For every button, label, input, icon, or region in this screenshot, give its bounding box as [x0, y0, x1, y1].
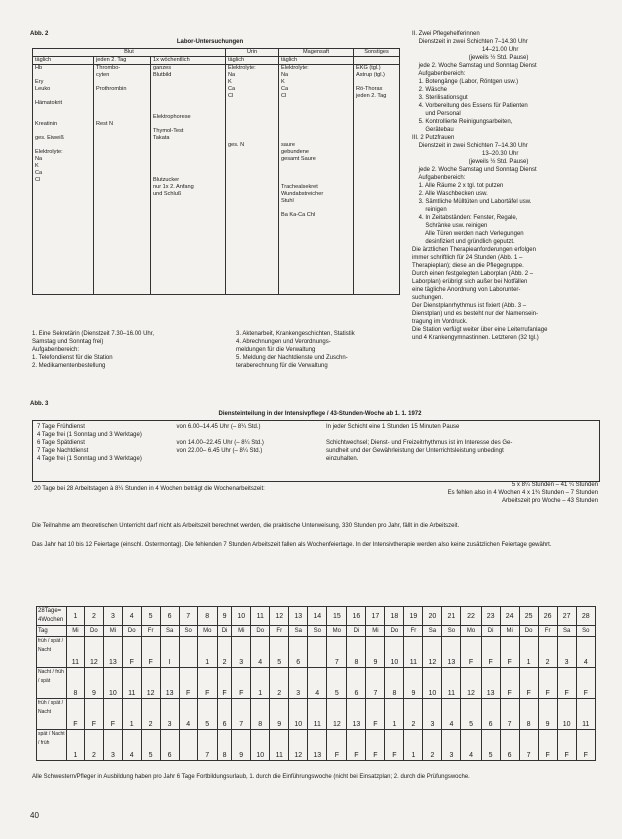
shift-row: [37, 447, 595, 455]
lab-subheader: täglich: [33, 57, 94, 65]
schedule-cell: 8: [385, 668, 404, 699]
schedule-cell: F: [67, 699, 85, 730]
schedule-corner: 28Tage= 4Wochen: [37, 607, 67, 626]
staff-list-left: [32, 330, 154, 370]
schedule-cell: 4: [251, 637, 270, 668]
text-line: 4. Vorbereitung des Essens für Patienten: [412, 103, 528, 109]
list-item: Aufgabenbereich:: [32, 347, 80, 353]
weekday: Fr: [404, 626, 423, 637]
text-line: Dienstzeit in zwei Schichten 7–14.30 Uhr: [412, 39, 528, 45]
text-line: jede 2. Woche Samstag und Sonntag Dienst: [412, 63, 537, 69]
text-line: tragung im Vordruck.: [412, 319, 468, 325]
schedule-cell: [179, 730, 197, 761]
weekday: So: [179, 626, 197, 637]
schedule-cell: 9: [232, 730, 251, 761]
day-number: 1: [67, 607, 85, 626]
day-number: 28: [576, 607, 595, 626]
schedule-cell: 6: [481, 699, 500, 730]
text-line: 3. Sterilisationsgut: [412, 95, 468, 101]
tag-label: Tag: [37, 626, 67, 637]
weekday: Mi: [67, 626, 85, 637]
sum-right-line: Es fehlen also in 4 Wochen 4 x 1¾ Stunden – 7 Stunden: [447, 490, 598, 496]
day-number: 17: [366, 607, 385, 626]
schedule-cell: 4: [461, 730, 481, 761]
list-item: 3. Aktenarbeit, Krankengeschichten, Statistik: [236, 331, 355, 337]
lab-subheader: [354, 57, 400, 65]
schedule-cell: 8: [251, 699, 270, 730]
schedule-cell: 8: [67, 668, 85, 699]
shift-cell: Schichtwechsel; Dienst- und Freizeitrhythmus ist im Interesse des Ge-: [325, 440, 513, 446]
day-number: 3: [103, 607, 122, 626]
schedule-cell: 5: [327, 668, 347, 699]
shift-cell: [177, 455, 326, 463]
schedule-cell: 5: [141, 730, 160, 761]
staff-list-mid: [236, 330, 355, 370]
text-line: suchungen.: [412, 295, 444, 301]
text-line: 1. Alle Räume 2 x tgl. tot putzen: [412, 183, 504, 189]
schedule-cell: F: [366, 699, 385, 730]
list-item: 2. Medikamentenbestellung: [32, 363, 106, 369]
schedule-cell: F: [366, 730, 385, 761]
weekday: Fr: [141, 626, 160, 637]
schedule-cell: 6: [217, 699, 231, 730]
shift-cell: 6 Tage Spätdienst: [37, 440, 85, 446]
day-number: 19: [404, 607, 423, 626]
lab-subheader: 1x wöchentlich: [151, 57, 226, 65]
text-line: 13–20.30 Uhr: [412, 151, 519, 157]
schedule-cell: 11: [122, 668, 141, 699]
text-line: 14–21.00 Uhr: [412, 47, 519, 53]
schedule-cell: 2: [423, 730, 442, 761]
schedule-cell: 7: [197, 730, 217, 761]
shift-row: [37, 423, 595, 431]
schedule-cell: 5: [461, 699, 481, 730]
schedule-cell: 13: [308, 730, 327, 761]
weekday: Mo: [461, 626, 481, 637]
day-number: 26: [538, 607, 557, 626]
text-line: Der Dienstplanrhythmus ist fixiert (Abb. 3 –: [412, 303, 527, 309]
schedule-cell: 6: [347, 668, 366, 699]
text-line: Laborplan) erübrigt sich außer bei Notfällen: [412, 279, 528, 285]
text-line: Die Station verfügt weiter über eine Leiterrufanlage: [412, 327, 548, 333]
schedule-cell: 1: [197, 637, 217, 668]
text-line: II. Zwei Pflegehelferinnen: [412, 31, 480, 37]
shift-cell: von 6.00–14.45 Uhr (– 8¼ Std.): [176, 424, 261, 430]
day-number: 9: [217, 607, 231, 626]
row-label: früh / spät / Nacht: [37, 699, 67, 730]
schedule-cell: F: [141, 637, 160, 668]
text-line: Schränke usw. reinigen: [412, 223, 488, 229]
schedule-cell: 4: [576, 637, 595, 668]
weekday: Sa: [160, 626, 179, 637]
schedule-cell: F: [500, 668, 519, 699]
schedule-cell: F: [327, 730, 347, 761]
schedule-cell: 2: [270, 668, 289, 699]
schedule-cell: 13: [481, 668, 500, 699]
schedule-cell: 13: [103, 637, 122, 668]
schedule-cell: 12: [423, 637, 442, 668]
text-line: Aufgabenbereich:: [412, 175, 466, 181]
abb3-label: Abb. 3: [30, 401, 49, 407]
weekday: Do: [122, 626, 141, 637]
schedule-cell: [308, 637, 327, 668]
lab-header-urin: Urin: [226, 49, 279, 57]
day-number: 8: [197, 607, 217, 626]
text-line: Die ärztlichen Therapieanforderungen erfolgen: [412, 247, 536, 253]
text-line: eine tägliche Anordnung von Laborunter-: [412, 287, 521, 293]
schedule-cell: F: [519, 668, 538, 699]
row-label: spät / Nacht / früh: [37, 730, 67, 761]
day-number: 13: [289, 607, 308, 626]
footnote: Alle Schwestern/Pfleger in Ausbildung haben pro Jahr 6 Tage Fortbildungsurlaub, 1. durch die Einführungswoche (nicht bei Einsatzplan; 2. durch die Prüfungswoche.: [32, 774, 470, 780]
list-item: meldungen für die Verwaltung: [236, 347, 316, 353]
schedule-cell: 11: [270, 730, 289, 761]
list-item: Samstag und Sonntag frei): [32, 339, 104, 345]
row-label: früh / spät / Nacht: [37, 637, 67, 668]
schedule-cell: F: [576, 668, 595, 699]
schedule-cell: 1: [122, 699, 141, 730]
weekday: Do: [84, 626, 103, 637]
schedule-cell: 7: [500, 699, 519, 730]
schedule-cell: 6: [500, 730, 519, 761]
schedule-cell: F: [84, 699, 103, 730]
lab-table: [32, 48, 400, 295]
text-line: 2. Wäsche: [412, 87, 448, 93]
right-column: [412, 30, 612, 342]
list-item: 4. Abrechnungen und Verordnungs-: [236, 339, 331, 345]
schedule-cell: 12: [461, 668, 481, 699]
shift-cell: [326, 431, 595, 439]
schedule-cell: I: [160, 637, 179, 668]
schedule-cell: 12: [141, 668, 160, 699]
schedule-cell: 7: [519, 730, 538, 761]
schedule-cell: 6: [289, 637, 308, 668]
weekday: Sa: [423, 626, 442, 637]
schedule-cell: 8: [519, 699, 538, 730]
schedule-cell: 9: [404, 668, 423, 699]
schedule-cell: 3: [442, 730, 461, 761]
sum-line: 20 Tage bei 28 Arbeitstagen à 8¼ Stunden in 4 Wochen beträgt die Wochenarbeitszeit:: [34, 486, 265, 492]
lab-cell: EKG (tgl.) Astrup (tgl.) Rö-Thorax jeden 2. Tag: [354, 65, 400, 295]
text-line: Therapieplan); diese an die Pflegegruppe.: [412, 263, 524, 269]
day-number: 27: [557, 607, 576, 626]
day-number: 6: [160, 607, 179, 626]
schedule-cell: 5: [481, 730, 500, 761]
text-line: immer schriftlich für 24 Stunden (Abb. 1 –: [412, 255, 523, 261]
schedule-cell: 10: [251, 730, 270, 761]
weekday: Fr: [538, 626, 557, 637]
shift-cell: 7 Tage Frühdienst: [37, 424, 85, 430]
day-number: 18: [385, 607, 404, 626]
schedule-cell: 1: [251, 668, 270, 699]
weekday: Di: [217, 626, 231, 637]
shift-row: [37, 455, 595, 463]
text-line: jede 2. Woche Samstag und Sonntag Dienst: [412, 167, 537, 173]
schedule-cell: F: [500, 637, 519, 668]
schedule-cell: 9: [538, 699, 557, 730]
lab-title: Labor-Untersuchungen: [176, 39, 244, 45]
shift-cell: von 14.00–22.45 Uhr (– 8¼ Std.): [176, 440, 264, 446]
sum-right-line: Arbeitszeit pro Woche – 43 Stunden: [502, 498, 598, 504]
schedule-cell: 11: [576, 699, 595, 730]
schedule-cell: [179, 637, 197, 668]
schedule-cell: 4: [122, 730, 141, 761]
schedule-cell: 2: [141, 699, 160, 730]
day-number: 23: [481, 607, 500, 626]
weekday: Mo: [327, 626, 347, 637]
day-number: 22: [461, 607, 481, 626]
shift-times-box: [32, 420, 600, 482]
schedule-cell: 11: [308, 699, 327, 730]
day-number: 20: [423, 607, 442, 626]
schedule-cell: 2: [538, 637, 557, 668]
text-line: Durch einen festgelegten Laborplan (Abb. 2 –: [412, 271, 534, 277]
weekday: So: [442, 626, 461, 637]
sum-right-line: 5 x 8¼ Stunden – 41 ¼ Stunden: [511, 482, 598, 488]
schedule-cell: 11: [67, 637, 85, 668]
schedule-cell: 7: [327, 637, 347, 668]
schedule-cell: 3: [232, 637, 251, 668]
schedule-cell: 3: [423, 699, 442, 730]
lab-header-magensaft: Magensaft: [279, 49, 354, 57]
day-number: 10: [232, 607, 251, 626]
schedule-cell: 10: [385, 637, 404, 668]
day-number: 15: [327, 607, 347, 626]
day-number: 2: [84, 607, 103, 626]
schedule-cell: 3: [103, 730, 122, 761]
text-line: 1. Botengänge (Labor, Röntgen usw.): [412, 79, 519, 85]
lab-header-sonstiges: Sonstiges: [354, 49, 400, 57]
weekday: Mi: [103, 626, 122, 637]
schedule-cell: 1: [385, 699, 404, 730]
weekday: Mi: [500, 626, 519, 637]
text-line: 3. Sämtliche Mülltüten und Labortäfel usw.: [412, 199, 532, 205]
text-line: III. 2 Putzfrauen: [412, 135, 455, 141]
schedule-cell: F: [538, 668, 557, 699]
lab-cell: Elektrolyte: Na K Ca Cl ges. N: [226, 65, 279, 295]
shift-row: [37, 431, 595, 439]
weekday: Do: [251, 626, 270, 637]
paragraph: Das Jahr hat 10 bis 12 Feiertage (einschl. Ostermontag). Die fehlenden 7 Stunden Arbeitszeit fallen als Wochenfeiertage. In der Intensivtherapie werden also keine zusätzlichen Feiertage gewährt.: [32, 542, 552, 548]
shift-cell: 4 Tage frei (1 Sonntag und 3 Werktage): [37, 432, 142, 438]
schedule-cell: 12: [84, 637, 103, 668]
text-line: (jeweils ½ Std. Pause): [412, 159, 529, 165]
text-line: Alle Türen werden nach Verlegungen: [412, 231, 524, 237]
shift-cell: einzuhalten.: [325, 456, 359, 462]
day-number: 11: [251, 607, 270, 626]
schedule-table: [36, 606, 596, 761]
shift-cell: [177, 431, 326, 439]
weekday: So: [576, 626, 595, 637]
text-line: (jeweils ½ Std. Pause): [412, 55, 529, 61]
schedule-cell: F: [232, 668, 251, 699]
shift-cell: sundheit und der Gewährleistung der Unterrichtsleistung unbedingt: [325, 448, 504, 454]
schedule-cell: F: [122, 637, 141, 668]
paragraph: Die Teilnahme am theoretischen Unterricht darf nicht als Arbeitszeit berechnet werden, die praktische Unterweisung, 330 Stunden pro Jahr, fällt in die Arbeitszeit.: [32, 523, 460, 529]
weekday: Sa: [557, 626, 576, 637]
lab-subheader: täglich: [226, 57, 279, 65]
schedule-cell: 3: [160, 699, 179, 730]
schedule-cell: 4: [308, 668, 327, 699]
page-number: 40: [30, 811, 39, 820]
schedule-cell: F: [576, 730, 595, 761]
text-line: und 4 Krankengymnastinnen. Letzteren (32 tgl.): [412, 335, 539, 341]
text-line: 2. Alle Waschbecken usw.: [412, 191, 488, 197]
lab-subheader: jeden 2. Tag: [94, 57, 151, 65]
schedule-cell: 2: [84, 730, 103, 761]
abb2-label: Abb. 2: [30, 31, 49, 37]
schedule-cell: F: [197, 668, 217, 699]
shift-row: [37, 439, 595, 447]
schedule-cell: F: [481, 637, 500, 668]
weekday: Do: [385, 626, 404, 637]
schedule-cell: 13: [347, 699, 366, 730]
schedule-cell: 7: [232, 699, 251, 730]
text-line: Dienstzeit in zwei Schichten 7–14.30 Uhr: [412, 143, 528, 149]
day-number: 4: [122, 607, 141, 626]
weekday: Mi: [232, 626, 251, 637]
schedule-cell: 5: [270, 637, 289, 668]
day-number: 24: [500, 607, 519, 626]
lab-subheader: täglich: [279, 57, 354, 65]
day-number: 25: [519, 607, 538, 626]
schedule-cell: 5: [197, 699, 217, 730]
schedule-cell: F: [217, 668, 231, 699]
lab-cell: Elektrolyte: Na K Ca Cl saure gebundene gesamt Saure Trachealsekret Wundabstreicher Stuhl Ba Ka-Ca Chl: [279, 65, 354, 295]
lab-cell: ganzes Blutbild Elektrophorese Thymol-Test Takata Blutzucker nur 1x 2. Anfang und Schluß: [151, 65, 226, 295]
schedule-cell: 12: [327, 699, 347, 730]
row-label: Nacht / früh / spät: [37, 668, 67, 699]
schedule-cell: 10: [103, 668, 122, 699]
day-number: 12: [270, 607, 289, 626]
shift-cell: In jeder Schicht eine 1 Stunden 15 Minuten Pause: [325, 424, 460, 430]
weekday: So: [308, 626, 327, 637]
schedule-cell: 4: [442, 699, 461, 730]
schedule-cell: 12: [289, 730, 308, 761]
shift-cell: 4 Tage frei (1 Sonntag und 3 Werktage): [37, 456, 142, 462]
schedule-cell: 13: [442, 637, 461, 668]
schedule-cell: 2: [404, 699, 423, 730]
day-number: 14: [308, 607, 327, 626]
day-number: 21: [442, 607, 461, 626]
schedule-cell: 10: [423, 668, 442, 699]
schedule-cell: F: [385, 730, 404, 761]
weekday: Sa: [289, 626, 308, 637]
schedule-cell: 9: [270, 699, 289, 730]
weekday: Di: [347, 626, 366, 637]
schedule-cell: 1: [404, 730, 423, 761]
schedule-cell: 1: [519, 637, 538, 668]
weekday: Do: [519, 626, 538, 637]
weekday: Fr: [270, 626, 289, 637]
schedule-cell: F: [347, 730, 366, 761]
schedule-cell: 8: [347, 637, 366, 668]
day-number: 5: [141, 607, 160, 626]
schedule-cell: F: [557, 730, 576, 761]
text-line: Dienstplan) und es besteht nur der Namensein-: [412, 311, 539, 317]
schedule-cell: 10: [557, 699, 576, 730]
schedule-cell: F: [103, 699, 122, 730]
weekday: Di: [481, 626, 500, 637]
list-item: 1. Telefondienst für die Station: [32, 355, 113, 361]
schedule-cell: 2: [217, 637, 231, 668]
list-item: 1. Eine Sekretärin (Dienstzeit 7.30–16.00 Uhr,: [32, 331, 155, 337]
schedule-cell: 8: [217, 730, 231, 761]
schedule-cell: 9: [366, 637, 385, 668]
weekday: Mo: [197, 626, 217, 637]
shift-cell: von 22.00– 6.45 Uhr (– 8¼ Std.): [176, 448, 263, 454]
schedule-cell: 4: [179, 699, 197, 730]
text-line: 4. In Zeitabständen: Fenster, Regale,: [412, 215, 518, 221]
schedule-cell: F: [179, 668, 197, 699]
shift-cell: 7 Tage Nachtdienst: [37, 448, 89, 454]
lab-cell: Hb Ery Leuko Hämatokrit Kreatinin ges. Eiweiß Elektrolyte: Na K Ca Cl: [33, 65, 94, 295]
schedule-cell: 11: [404, 637, 423, 668]
dienst-title: Diensteinteilung in der Intensivpflege / 43-Stunden-Woche ab 1. 1. 1972: [218, 411, 422, 417]
day-number: 7: [179, 607, 197, 626]
schedule-cell: F: [557, 668, 576, 699]
schedule-cell: 9: [84, 668, 103, 699]
text-line: und Personal: [412, 111, 461, 117]
text-line: Aufgabenbereich:: [412, 71, 466, 77]
schedule-cell: 3: [289, 668, 308, 699]
text-line: 5. Kontrollierte Reinigungsarbeiten,: [412, 119, 513, 125]
lab-cell: Thrombo- cyten Prothrombin Rest N: [94, 65, 151, 295]
schedule-cell: 11: [442, 668, 461, 699]
text-line: Gerätebau: [412, 127, 454, 133]
schedule-cell: 13: [160, 668, 179, 699]
lab-header-blut: Blut: [33, 49, 226, 57]
list-item: 5. Meldung der Nachtdienste und Zuschn-: [236, 355, 348, 361]
schedule-cell: 1: [67, 730, 85, 761]
text-line: reinigen: [412, 207, 447, 213]
schedule-cell: 10: [289, 699, 308, 730]
text-line: desinfiziert und gründlich geputzt.: [412, 239, 515, 245]
weekday: Mi: [366, 626, 385, 637]
list-item: teraberechnung für die Verwaltung: [236, 363, 328, 369]
day-number: 16: [347, 607, 366, 626]
schedule-cell: 6: [160, 730, 179, 761]
schedule-cell: 7: [366, 668, 385, 699]
sum-right: [370, 481, 598, 505]
schedule-cell: F: [461, 637, 481, 668]
schedule-cell: 3: [557, 637, 576, 668]
schedule-cell: F: [538, 730, 557, 761]
